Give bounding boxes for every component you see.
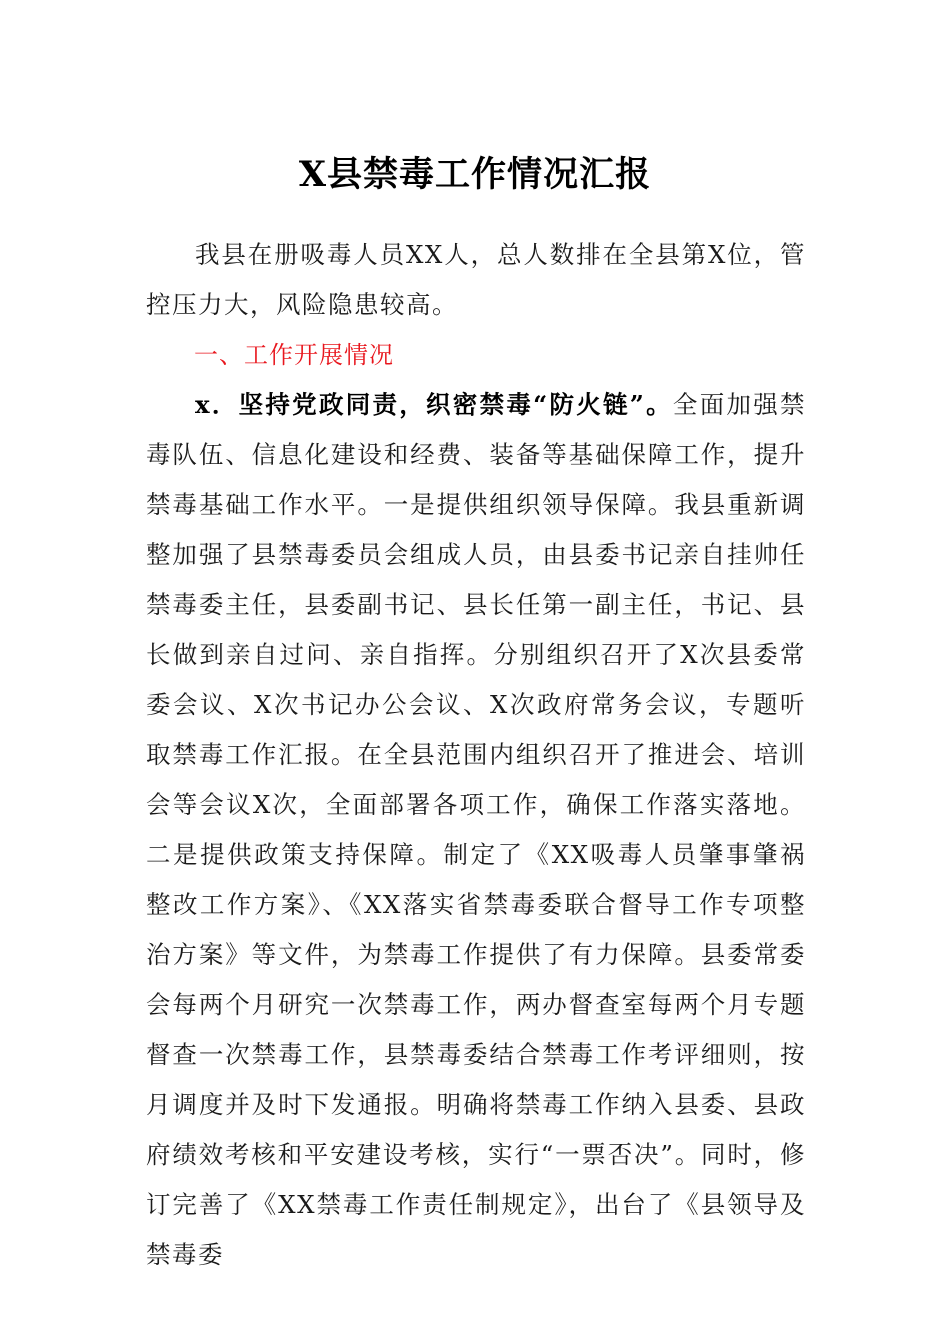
intro-paragraph: 我县在册吸毒人员XX人，总人数排在全县第X位，管控压力大，风险隐患较高。 <box>146 240 806 319</box>
item-paragraph <box>146 380 806 1280</box>
item-lead: x．坚持党政同责，织密禁毒“防火链”。 <box>195 390 673 419</box>
item-body: 全面加强禁毒队伍、信息化建设和经费、装备等基础保障工作，提升禁毒基础工作水平。一是提供组织领导保障。我县重新调整加强了县禁毒委员会组成人员，由县委书记亲自挂帅任禁毒委主任，县委副书记、县长任第一副主任，书记、县长做到亲自过问、亲自指挥。分别组织召开了X次县委常委会议、X次书记办公会议、X次政府常务会议，专题听取禁毒工作汇报。在全县范围内组织召开了推进会、培训会等会议X次，全面部署各项工作，确保工作落实落地。二是提供政策支持保障。制定了《XX吸毒人员肇事肇祸整改工作方案》、《XX落实省禁毒委联合督导工作专项整治方案》等文件，为禁毒工作提供了有力保障。县委常委会每两个月研究一次禁毒工作，两办督查室每两个月专题督查一次禁毒工作，县禁毒委结合禁毒工作考评细则，按月调度并及时下发通报。明确将禁毒工作纳入县委、县政府绩效考核和平安建设考核，实行“一票否决”。同时，修订完善了《XX禁毒工作责任制规定》，出台了《县领导及禁毒委 <box>146 390 807 1269</box>
document-body <box>146 230 806 1280</box>
document-title: X县禁毒工作情况汇报 <box>298 154 652 195</box>
section-heading: 一、工作开展情况 <box>194 341 394 369</box>
